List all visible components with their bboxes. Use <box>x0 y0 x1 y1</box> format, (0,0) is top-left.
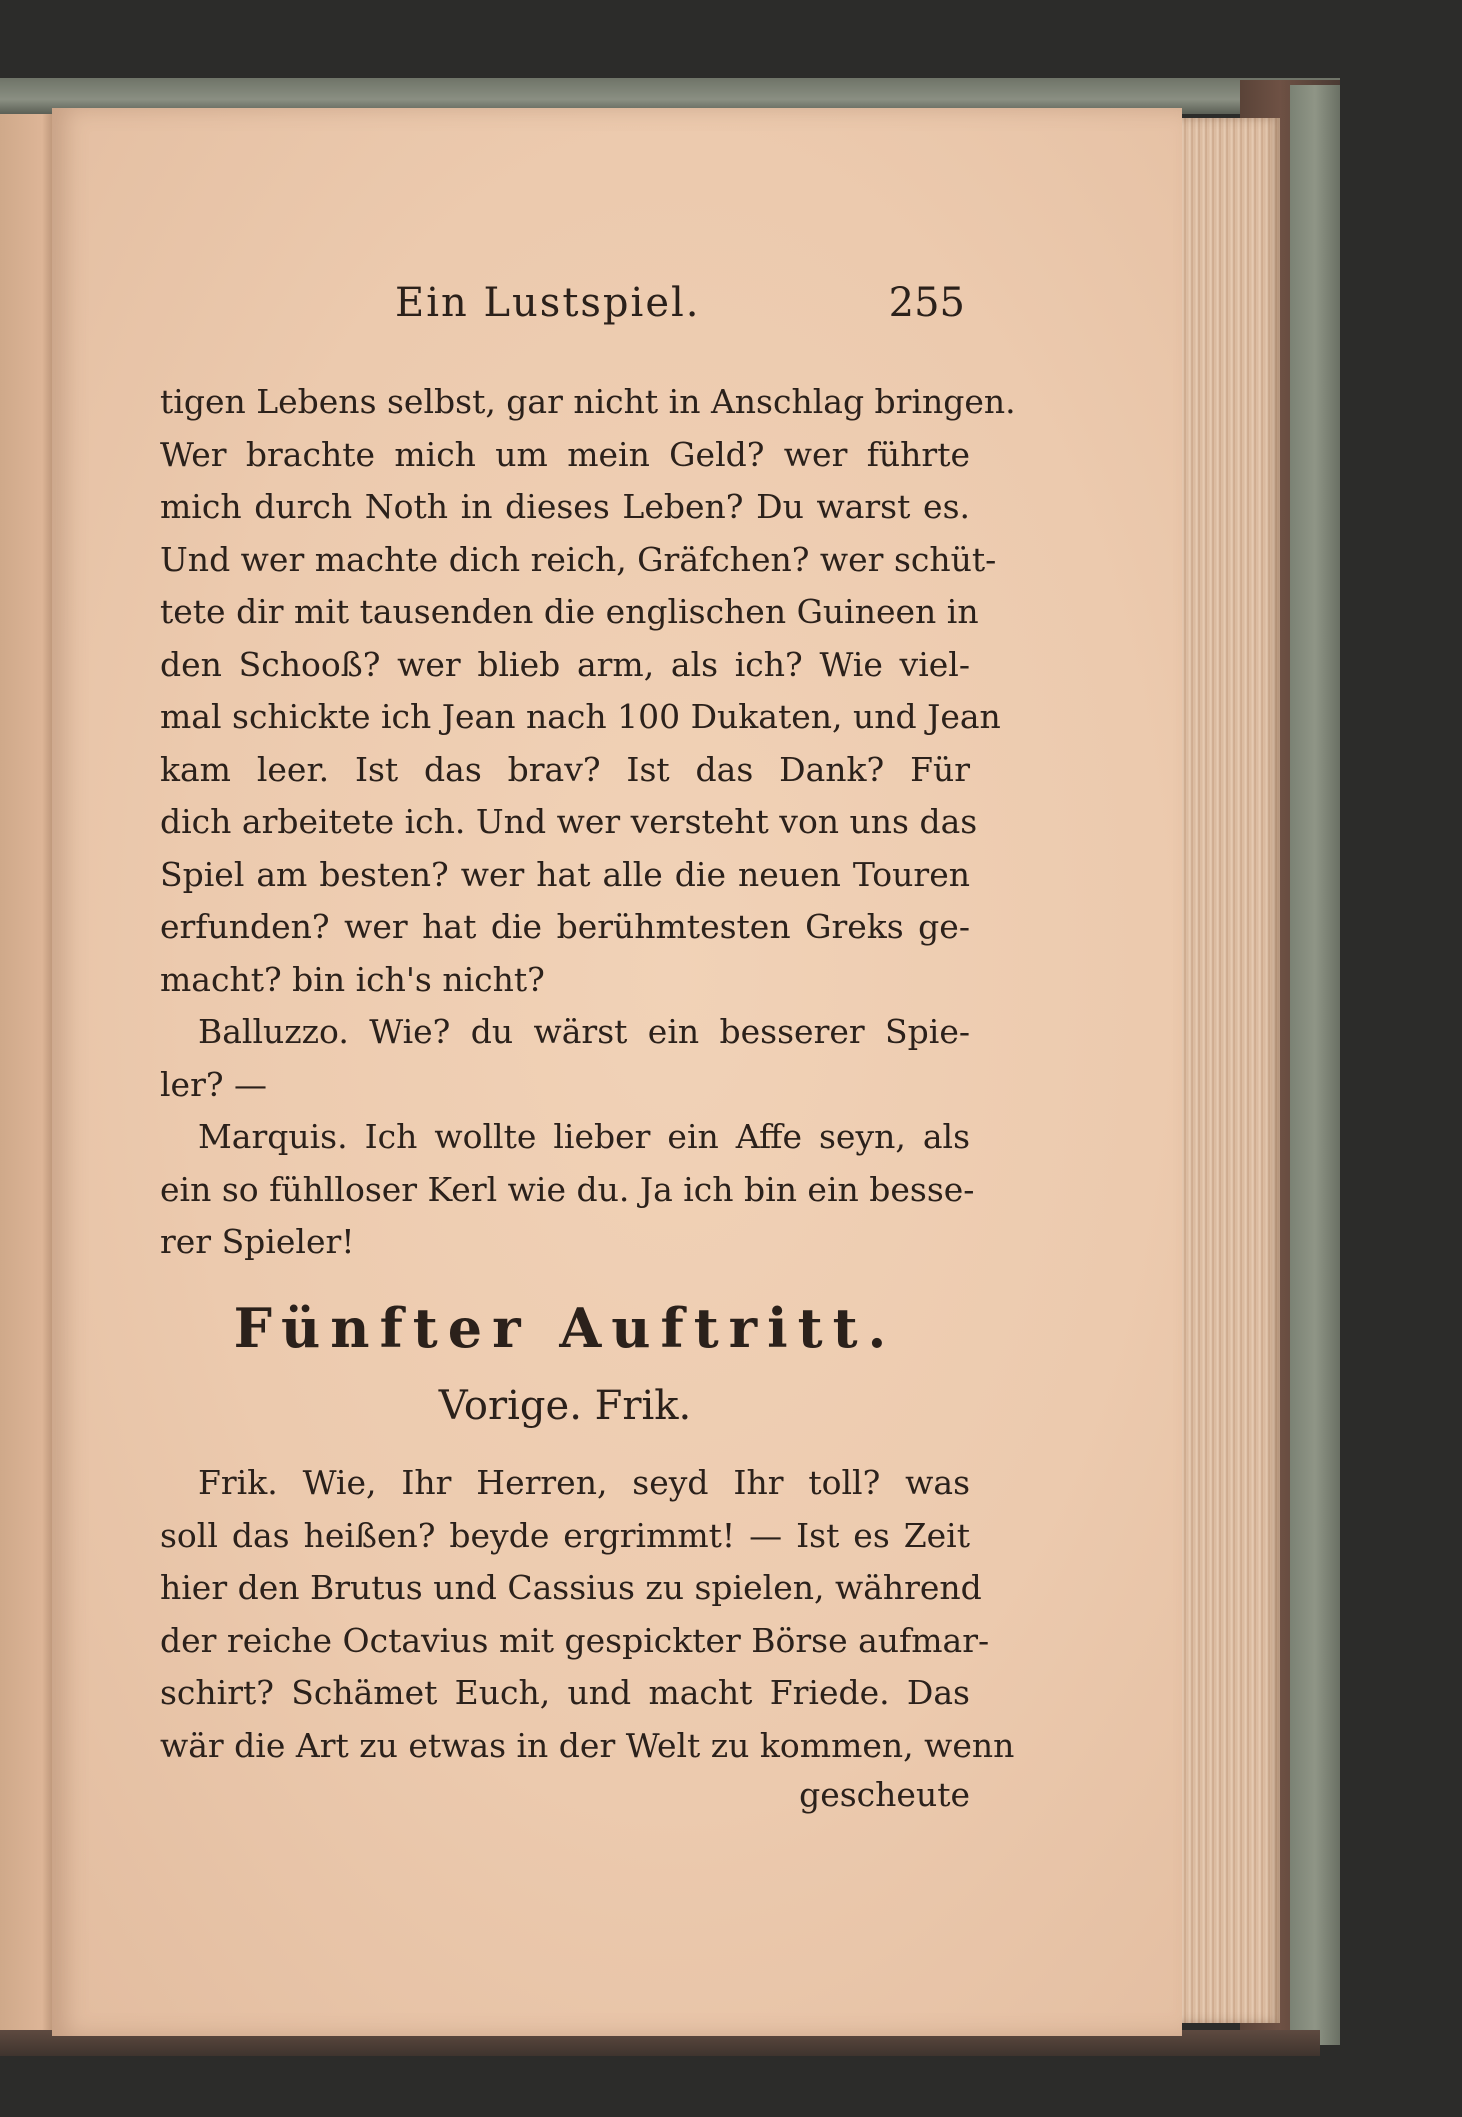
scene-cast: Vorige. Frik. <box>438 1383 692 1429</box>
text-line: Und wer machte dich reich, Gräfchen? wer schüt- <box>160 539 997 579</box>
text-line: mal schickte ich Jean nach 100 Dukaten, und Jean <box>160 697 1001 736</box>
text-line: dich arbeitete ich. Und wer versteht von uns das <box>160 802 978 841</box>
facing-page-edge <box>0 110 60 2040</box>
text-line: schirt? Schämet Euch, und macht Friede. Das <box>160 1673 970 1712</box>
text-line: rer Spieler! <box>160 1222 355 1261</box>
text-block-2 <box>160 1457 1015 1772</box>
text-line: Spiel am besten? wer hat alle die neuen Touren <box>160 854 970 894</box>
text-line: ler? — <box>160 1064 268 1104</box>
text-block-1 <box>160 376 1016 1269</box>
book-cloth-spine <box>1290 85 1340 2045</box>
text-line: mich durch Noth in dieses Leben? Du warst es. <box>160 487 970 526</box>
text-line: tete dir mit tausenden die englischen Guineen in <box>160 592 979 631</box>
running-title: Ein Lustspiel. <box>395 280 701 326</box>
text-line: Wer brachte mich um mein Geld? wer führte <box>160 434 970 474</box>
text-line: erfunden? wer hat die berühmtesten Greks ge- <box>160 907 970 946</box>
text-line: den Schooß? wer blieb arm, als ich? Wie viel- <box>160 644 970 684</box>
text-line: soll das heißen? beyde ergrimmt! — Ist es Zeit <box>160 1515 970 1555</box>
text-line: Frik. Wie, Ihr Herren, seyd Ihr toll? was <box>198 1463 970 1502</box>
text-line: tigen Lebens selbst, gar nicht in Anschlag bringen. <box>160 382 1016 421</box>
page-number: 255 <box>888 280 965 326</box>
text-line: der reiche Octavius mit gespickter Börse aufmar- <box>160 1620 990 1660</box>
page-stack-edges <box>1180 118 1280 2023</box>
text-line: ein so fühlloser Kerl wie du. Ja ich bin ein besse- <box>160 1169 975 1209</box>
catchword: gescheute <box>799 1775 970 1814</box>
text-line: macht? bin ich's nicht? <box>160 959 545 999</box>
text-line: Balluzzo. Wie? du wärst ein besserer Spie- <box>198 1012 970 1051</box>
text-line: wär die Art zu etwas in der Welt zu kommen, wenn <box>160 1725 1015 1765</box>
text-line: hier den Brutus und Cassius zu spielen, während <box>160 1568 982 1607</box>
text-line: Marquis. Ich wollte lieber ein Affe seyn, als <box>198 1117 970 1156</box>
scene-heading: Fünfter Auftritt. <box>233 1296 897 1360</box>
text-line: kam leer. Ist das brav? Ist das Dank? Für <box>160 749 970 789</box>
page-header <box>395 280 965 340</box>
